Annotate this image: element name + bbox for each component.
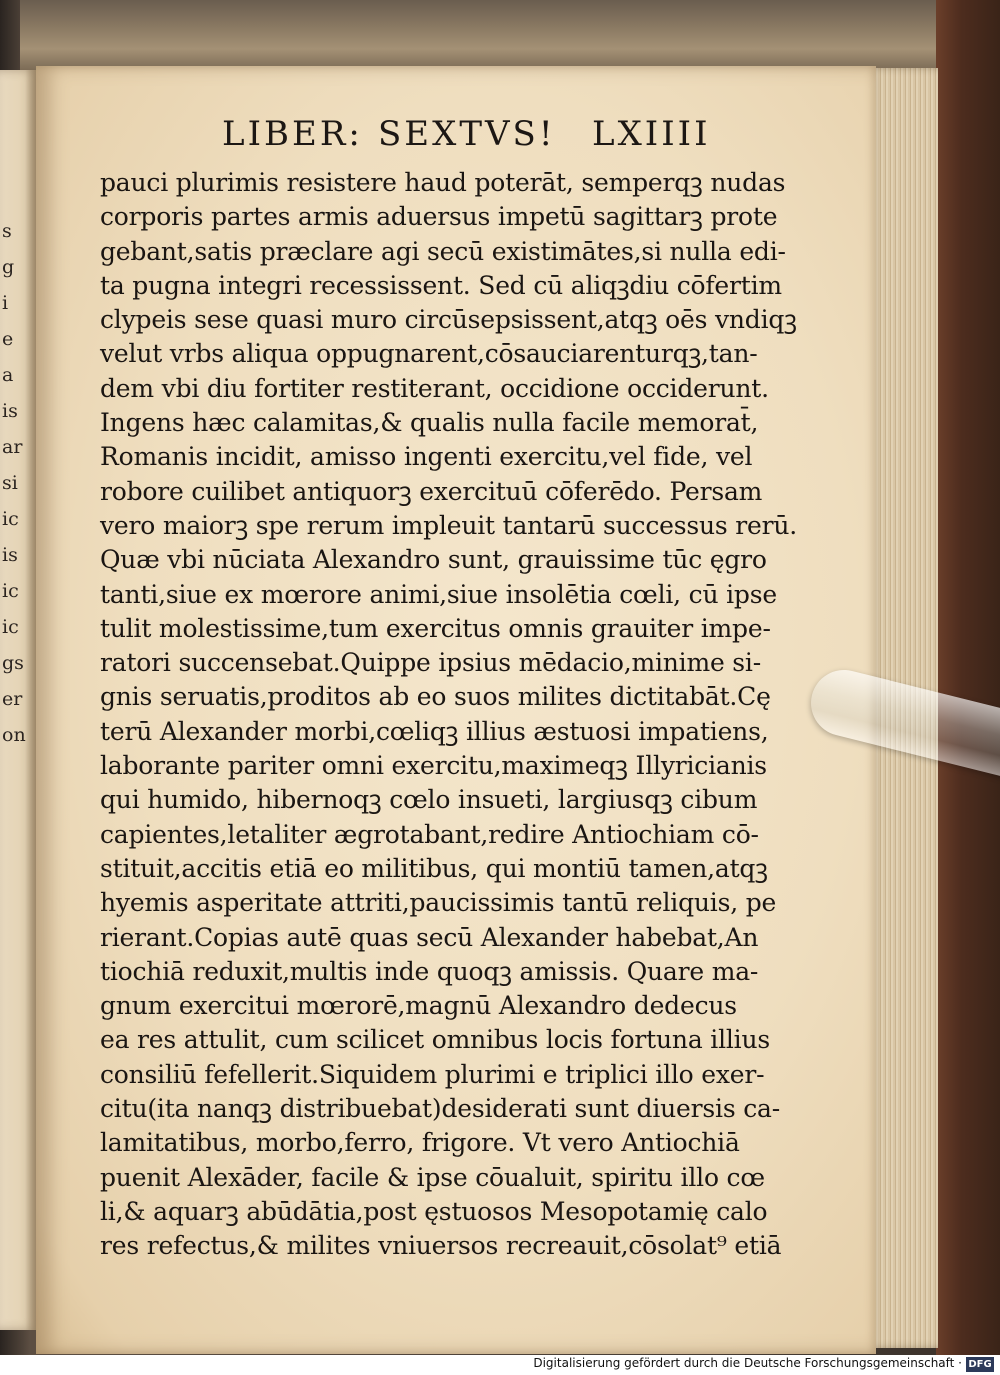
previous-page-fragment: on bbox=[2, 724, 26, 746]
text-line: Quæ vbi nūciata Alexandro sunt, grauissime tūc ęgro bbox=[100, 545, 767, 575]
running-title-sextus: SEXTVS! bbox=[378, 114, 556, 154]
text-line: gebant,satis præclare agi secū existimātes,si nulla edi- bbox=[100, 236, 786, 266]
previous-page-fragment: ic bbox=[2, 580, 19, 602]
text-line: res refectus,& milites vniuersos recreauit,cōsolat⁹ etiā bbox=[100, 1231, 782, 1261]
previous-page-fragment: is bbox=[2, 544, 18, 566]
text-line: lamitatibus, morbo,ferro, frigore. Vt vero Antiochiā bbox=[100, 1128, 740, 1158]
body-text bbox=[100, 166, 798, 1264]
previous-page-fragment: e bbox=[2, 328, 14, 350]
previous-page-fragment: gs bbox=[2, 652, 24, 674]
text-line: consiliū fefellerit.Siquidem plurimi e triplici illo exer- bbox=[100, 1059, 765, 1089]
funding-credit: Digitalisierung gefördert durch die Deutsche Forschungsgemeinschaft · bbox=[533, 1356, 962, 1370]
binding-top bbox=[20, 0, 980, 70]
text-line: stituit,accitis etiā eo militibus, qui montiū tamen,atqꝫ bbox=[100, 853, 768, 883]
text-line: rierant.Copias autē quas secū Alexander habebat,An bbox=[100, 922, 759, 952]
text-line: li,& aquarꝫ abūdātia,post ęstuosos Mesopotamię calo bbox=[100, 1196, 768, 1226]
previous-page-fragment: ar bbox=[2, 436, 23, 458]
text-line: tanti,siue ex mœrore animi,siue insolētia cœli, cū ipse bbox=[100, 579, 777, 609]
running-title-liber: LIBER: bbox=[222, 114, 363, 154]
text-line: gnum exercitui mœrorē,magnū Alexandro dedecus bbox=[100, 991, 737, 1021]
book-cover-edge bbox=[936, 0, 1000, 1375]
text-line: citu(ita nanqꝫ distribuebat)desiderati sunt diuersis ca- bbox=[100, 1094, 780, 1124]
text-line: ta pugna integri recessissent. Sed cū aliqꝫdiu cōfertim bbox=[100, 270, 782, 300]
text-line: Romanis incidit, amisso ingenti exercitu,vel fide, vel bbox=[100, 442, 753, 472]
previous-page-fragment: is bbox=[2, 400, 18, 422]
text-line: ratori succensebat.Quippe ipsius mēdacio,minime si- bbox=[100, 648, 761, 678]
text-line: qui humido, hibernoqꝫ cœlo insueti, largiusqꝫ cibum bbox=[100, 785, 758, 815]
previous-page-fragment: i bbox=[2, 292, 9, 314]
previous-page-fragment: ic bbox=[2, 616, 19, 638]
previous-page-fragment: ic bbox=[2, 508, 19, 530]
dfg-logo: DFG bbox=[966, 1357, 994, 1372]
text-line: dem vbi diu fortiter restiterant, occidione occiderunt. bbox=[100, 373, 769, 403]
text-line: Ingens hæc calamitas,& qualis nulla facile memorat̄, bbox=[100, 408, 759, 438]
text-line: laborante pariter omni exercitu,maximeqꝫ Illyricianis bbox=[100, 751, 767, 781]
text-line: velut vrbs aliqua oppugnarent,cōsauciarenturqꝫ,tan- bbox=[100, 339, 758, 369]
text-line: pauci plurimis resistere haud poterāt, semperqꝫ nudas bbox=[100, 168, 786, 197]
previous-page-fragment: a bbox=[2, 364, 14, 386]
footer-bar bbox=[0, 1355, 1000, 1375]
text-line: puenit Alexāder, facile & ipse cōualuit, spiritu illo cœ bbox=[100, 1162, 765, 1192]
folio-number: LXIIII bbox=[592, 114, 711, 154]
text-line: terū Alexander morbi,cœliqꝫ illius æstuosi impatiens, bbox=[100, 716, 769, 746]
text-line: vero maiorꝫ spe rerum impleuit tantarū successus rerū. bbox=[100, 510, 798, 540]
previous-page-fragment: si bbox=[2, 472, 18, 494]
text-line: ea res attulit, cum scilicet omnibus locis fortuna illius bbox=[100, 1025, 770, 1055]
previous-page-edge bbox=[0, 70, 36, 1330]
text-line: corporis partes armis aduersus impetū sagittarꝫ prote bbox=[100, 202, 778, 232]
text-line: tiochiā reduxit,multis inde quoqꝫ amissis. Quare ma- bbox=[100, 956, 759, 986]
text-line: hyemis asperitate attriti,paucissimis tantū reliquis, pe bbox=[100, 888, 777, 918]
text-line: robore cuilibet antiquorꝫ exercituū cōferēdo. Persam bbox=[100, 476, 763, 506]
text-line: capientes,letaliter ægrotabant,redire Antiochiam cō- bbox=[100, 819, 759, 849]
text-line: gnis seruatis,proditos ab eo suos milites dictitabāt.Cę bbox=[100, 682, 771, 712]
text-line: clypeis sese quasi muro circūsepsissent,atqꝫ oēs vndiqꝫ bbox=[100, 305, 797, 335]
previous-page-fragment: er bbox=[2, 688, 23, 710]
text-line: tulit molestissime,tum exercitus omnis grauiter impe- bbox=[100, 613, 771, 643]
running-header bbox=[222, 114, 742, 162]
previous-page-fragment: g bbox=[2, 256, 15, 278]
previous-page-fragment: s bbox=[2, 220, 12, 242]
book-page bbox=[36, 66, 876, 1354]
